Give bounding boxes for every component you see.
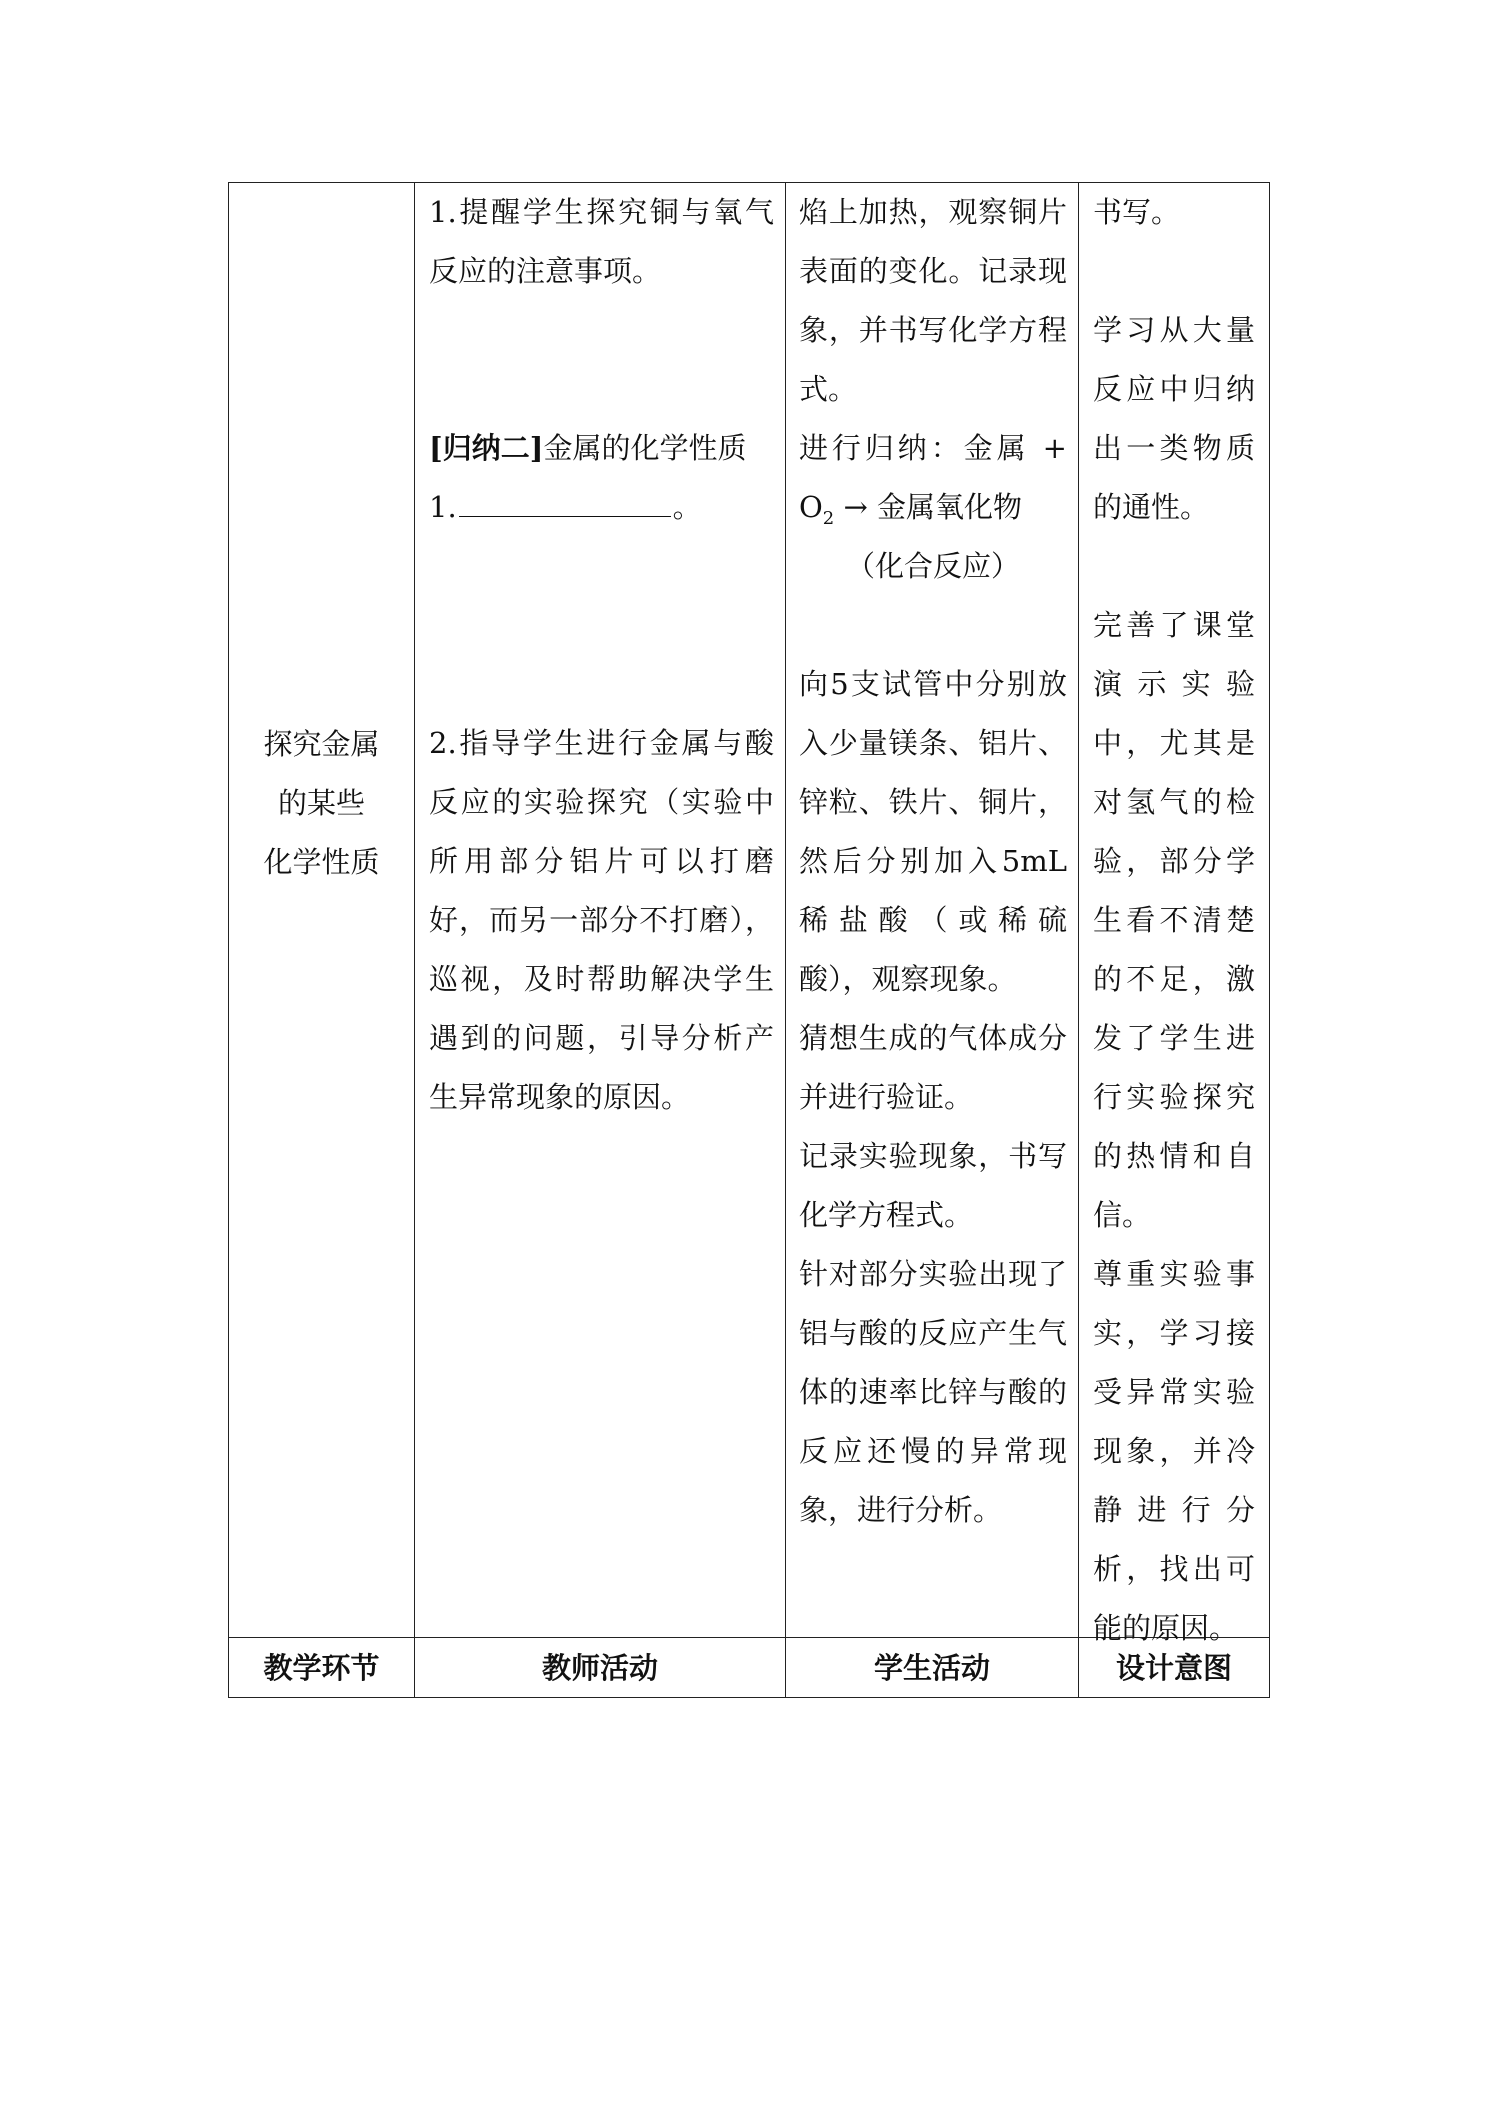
design-intent-cell (1093, 183, 1255, 1658)
section-cell (229, 715, 414, 892)
header-design-intent: 设计意图 (1115, 1651, 1232, 1685)
intent-para-3: 完善了课堂演示实验中，尤其是对氢气的检验，部分学生看不清楚的不足，激发了学生进行实验探究的热情和自信。 (1093, 608, 1255, 1232)
lesson-table (228, 182, 1270, 1698)
student-para-2a: 进行归纳：金属 + (799, 431, 1067, 465)
student-para-2c: （化合反应） (845, 549, 1020, 583)
student-para-5: 记录实验现象，书写化学方程式。 (799, 1139, 1067, 1232)
fill-in-blank (459, 486, 671, 517)
summary-heading: [归纳二] (429, 431, 544, 465)
teacher-blank-line (429, 478, 774, 537)
intent-para-2: 学习从大量反应中归纳出一类物质的通性。 (1093, 313, 1255, 524)
header-teaching-stage: 教学环节 (263, 1651, 380, 1685)
column-divider (414, 183, 415, 1697)
column-divider (785, 183, 786, 1697)
reaction-product: → 金属氧化物 (834, 490, 1022, 524)
intent-para-1: 书写。 (1093, 195, 1181, 229)
blank-suffix: 。 (672, 490, 702, 524)
blank-prefix: 1. (429, 490, 457, 524)
student-para-6: 针对部分实验出现了铝与酸的反应产生气体的速率比锌与酸的反应还慢的异常现象，进行分析。 (799, 1257, 1067, 1527)
student-para-1: 焰上加热，观察铜片表面的变化。记录现象，并书写化学方程式。 (799, 195, 1067, 406)
header-student-activity: 学生活动 (873, 1651, 990, 1685)
teacher-summary (429, 419, 774, 478)
student-para-4: 猜想生成的气体成分并进行验证。 (799, 1021, 1067, 1114)
section-line: 的某些 (277, 786, 365, 820)
column-divider (1078, 183, 1079, 1697)
student-activity-cell (799, 183, 1067, 1540)
oxygen-subscript: 2 (822, 507, 835, 529)
student-para-2b (799, 478, 1067, 537)
header-teacher-activity: 教师活动 (541, 1651, 658, 1685)
teacher-item-1: 1.提醒学生探究铜与氧气反应的注意事项。 (429, 195, 774, 288)
teacher-activity-cell (429, 183, 774, 1127)
student-para-3: 向5支试管中分别放入少量镁条、铝片、锌粒、铁片、铜片，然后分别加入5mL稀盐酸（或稀硫酸），观察现象。 (799, 667, 1067, 996)
section-line: 化学性质 (263, 845, 380, 879)
intent-para-4: 尊重实验事实，学习接受异常实验现象，并冷静进行分析，找出可能的原因。 (1093, 1257, 1255, 1645)
section-line: 探究金属 (263, 727, 380, 761)
oxygen-symbol: O (799, 490, 823, 524)
teacher-item-2: 2.指导学生进行金属与酸反应的实验探究（实验中所用部分铝片可以打磨好，而另一部分不打磨），巡视，及时帮助解决学生遇到的问题，引导分析产生异常现象的原因。 (429, 726, 774, 1114)
summary-text: 金属的化学性质 (543, 431, 747, 465)
